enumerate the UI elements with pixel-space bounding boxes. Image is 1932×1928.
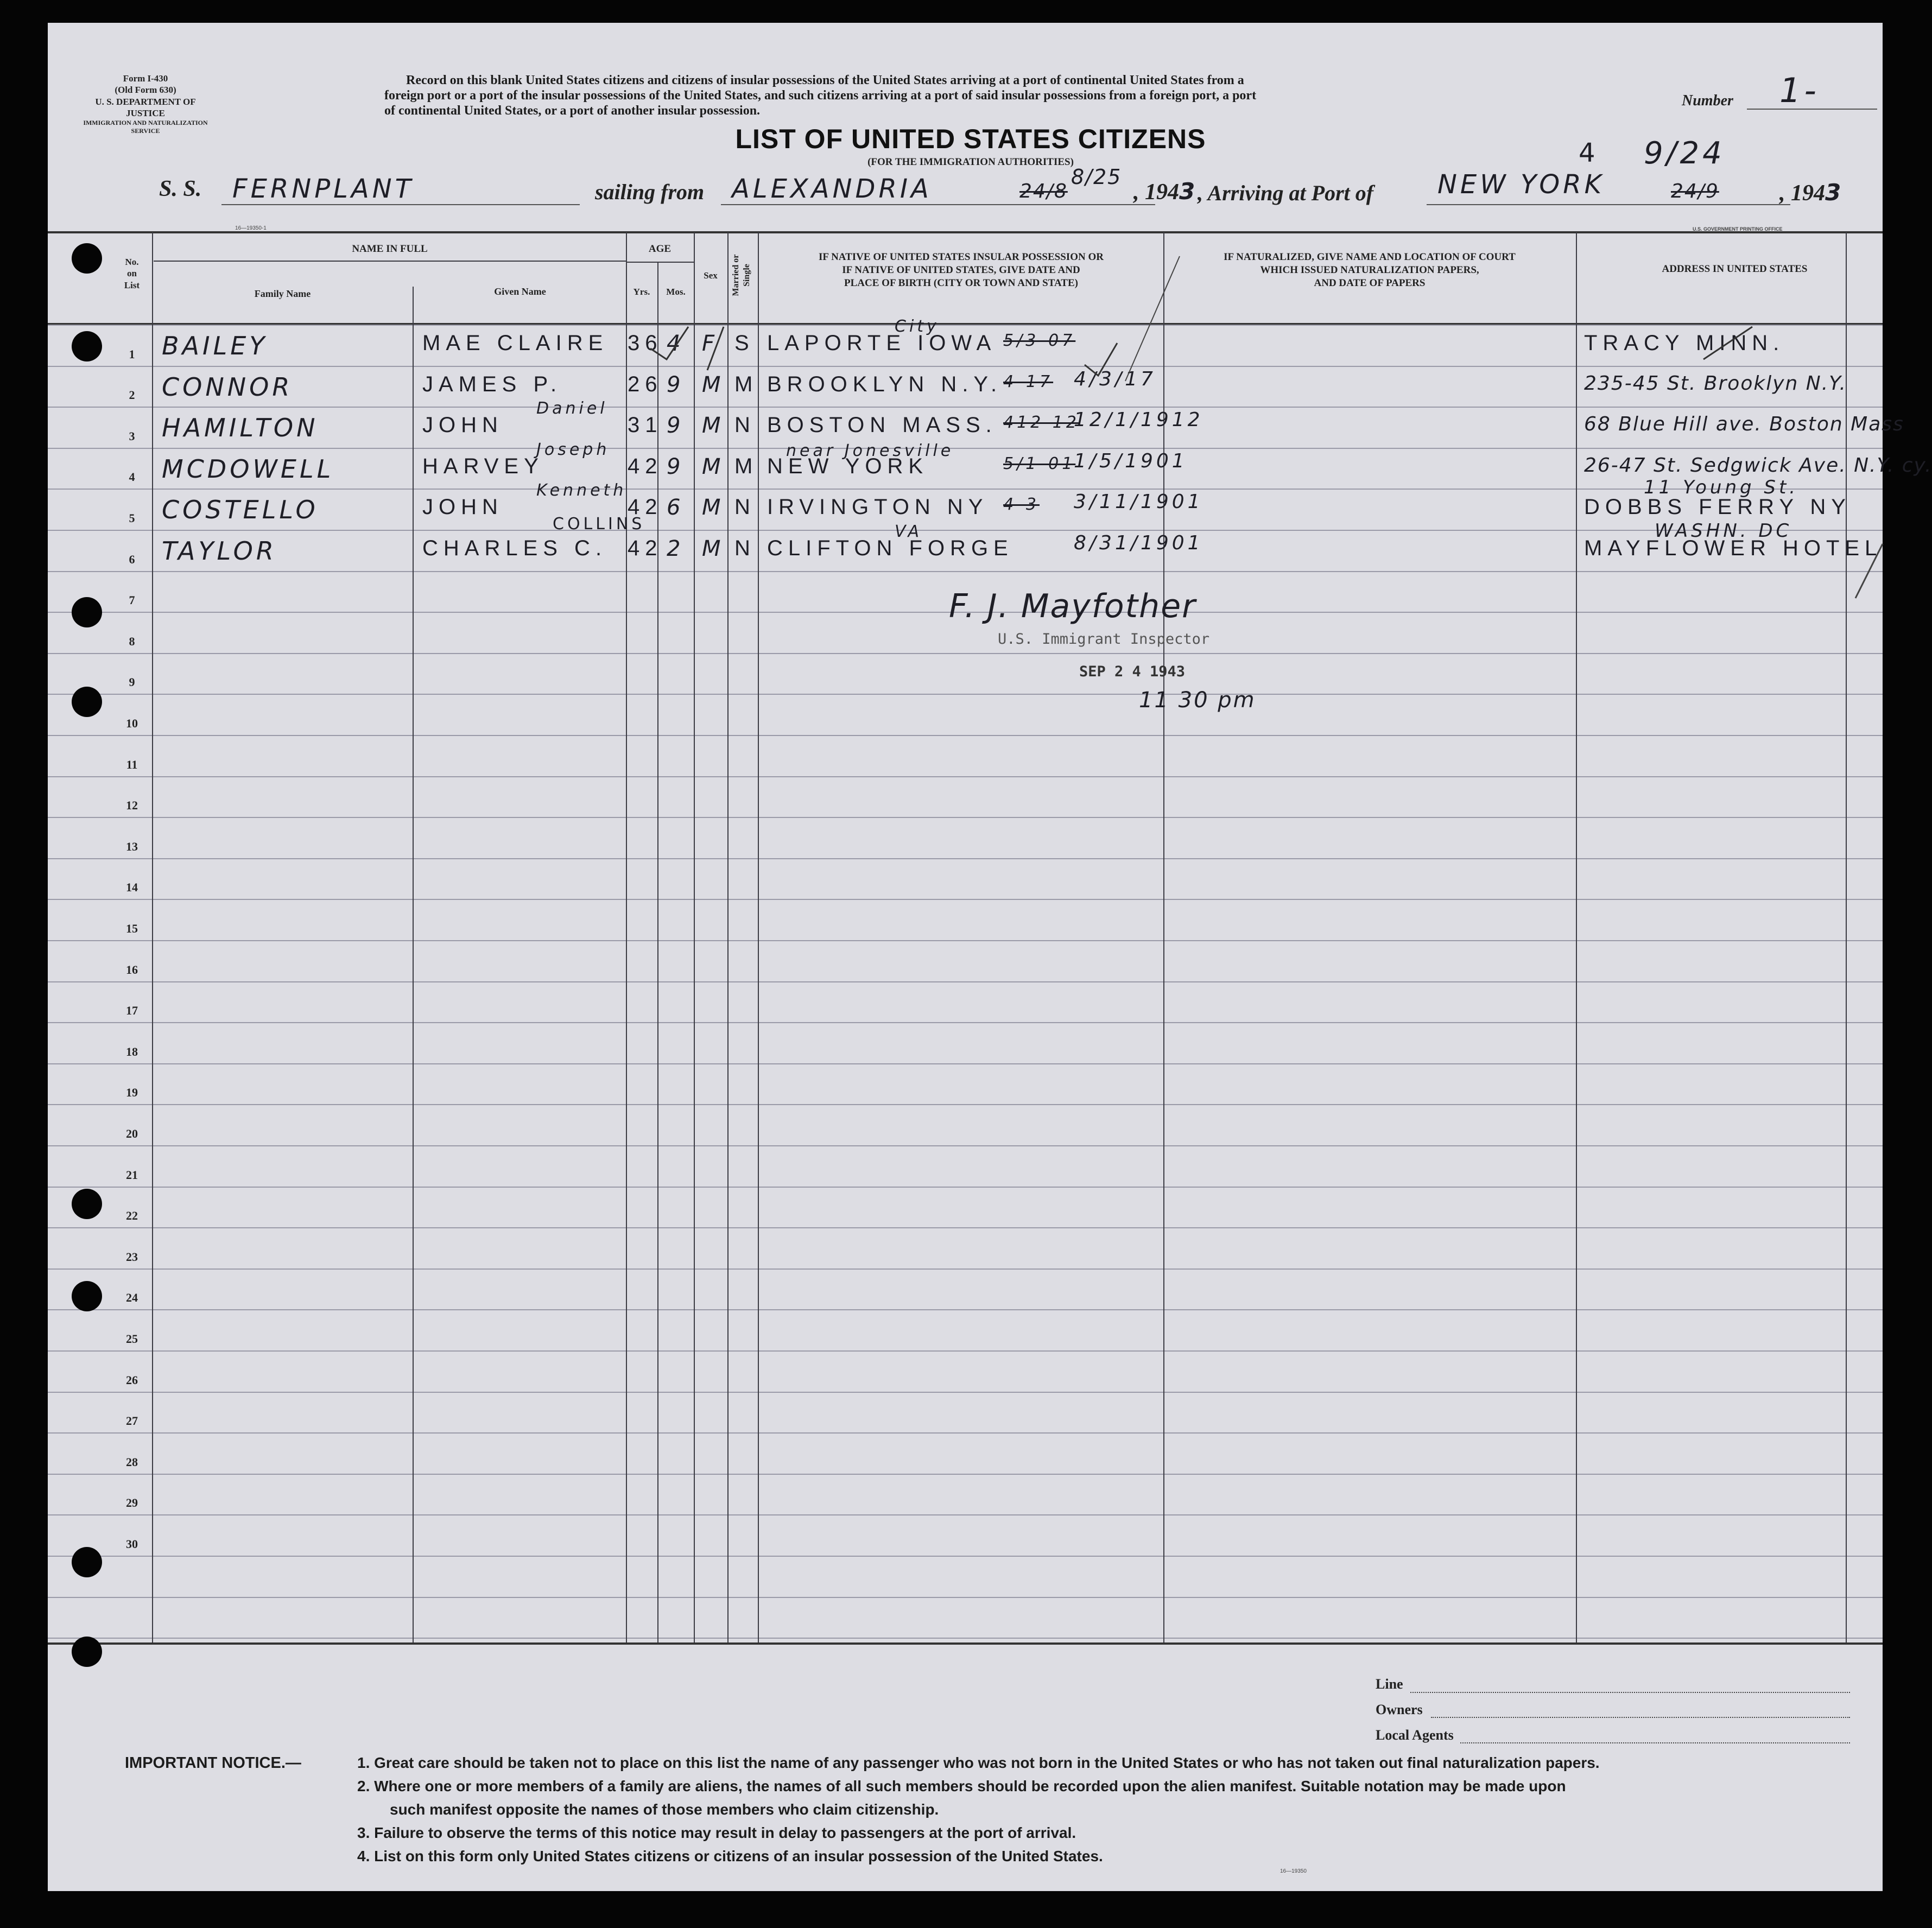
ruled-line [48, 1556, 1883, 1557]
cell-family: BAILEY [162, 331, 268, 360]
cell-birth: BOSTON MASS. [767, 413, 997, 437]
printing-office-credit: U.S. GOVERNMENT PRINTING OFFICE [1693, 226, 1783, 232]
row-number: 2 [129, 388, 135, 402]
row-number: 21 [126, 1168, 138, 1182]
cell-address: TRACY MINN. [1584, 331, 1785, 355]
manifest-sheet [48, 23, 1932, 1891]
header-mos: Mos. [666, 287, 686, 297]
cell-birth: BROOKLYN N.Y. [767, 372, 1003, 396]
cell-birth-add: City [895, 317, 940, 336]
page-title: LIST OF UNITED STATES CITIZENS [735, 124, 1206, 154]
cell-mos: 9 [667, 413, 684, 439]
ruled-line [48, 981, 1883, 982]
ruled-line [48, 858, 1883, 859]
row-number: 10 [126, 716, 138, 730]
header-sex: Sex [704, 270, 718, 281]
cell-birth-add: VA [895, 522, 923, 541]
ruled-line [48, 1227, 1883, 1228]
cell-address: MAYFLOWER HOTEL [1584, 536, 1883, 560]
notice-item-2-continued: such manifest opposite the names of those members who claim citizenship. [390, 1801, 939, 1818]
arrival-year-prefix: , 194 [1779, 181, 1825, 206]
cell-sex: M [702, 413, 724, 439]
row-number: 27 [126, 1414, 138, 1428]
row-number: 16 [126, 962, 138, 976]
cell-family: HAMILTON [162, 413, 319, 443]
cell-address-add: 11 Young St. [1644, 477, 1799, 499]
check-mark-icon [1125, 256, 1180, 381]
header-birth-line: IF NATIVE OF UNITED STATES, GIVE DATE AND [842, 264, 1080, 276]
row-number: 9 [129, 675, 135, 689]
ruled-line [48, 1187, 1883, 1188]
cell-sex: M [702, 454, 724, 479]
binder-hole [72, 1547, 102, 1577]
cell-ms: M [734, 454, 758, 478]
cell-mos: 6 [667, 495, 684, 521]
ruled-line [48, 899, 1883, 900]
cell-given: JOHN [422, 495, 503, 519]
cell-ms: N [734, 495, 756, 519]
cell-birth-struck: 5/1-01 [1003, 454, 1076, 473]
cell-birth-struck: 4-17 [1003, 372, 1054, 391]
cell-yrs: 26 [628, 372, 663, 396]
row-number: 3 [129, 429, 135, 443]
cell-ms: N [734, 536, 756, 560]
table-bottom-border [48, 1642, 1883, 1645]
cell-address: 26-47 St. Sedgwick Ave. N.Y. cy. [1584, 454, 1932, 477]
cell-family: COSTELLO [162, 495, 319, 525]
binder-hole [72, 331, 102, 362]
cell-birth-date: 3/11/1901 [1074, 491, 1203, 513]
cell-sex: F [702, 331, 718, 356]
sailing-year-suffix: 3 [1179, 178, 1195, 205]
ruled-line [48, 940, 1883, 941]
header-age: AGE [648, 243, 672, 255]
ruled-line [48, 1145, 1883, 1146]
row-number: 11 [126, 757, 138, 771]
agents-fill [1460, 1742, 1850, 1743]
header-family-name: Family Name [254, 288, 311, 299]
binder-hole [72, 1189, 102, 1219]
ruled-line [48, 1392, 1883, 1393]
cell-mos: 4 [667, 331, 684, 356]
ruled-line [48, 1104, 1883, 1105]
sailing-label: sailing from [595, 180, 705, 204]
top-note-number: 4 [1579, 138, 1599, 168]
check-mark-icon [650, 327, 688, 359]
cell-birth-add: near Jonesville [786, 441, 954, 460]
form-old-number-line: (Old Form 630) [115, 85, 176, 96]
ruled-line [48, 653, 1883, 654]
cell-yrs: 42 [628, 536, 663, 560]
cell-family: MCDOWELL [162, 454, 334, 484]
cell-birth-date: 12/1/1912 [1074, 409, 1203, 432]
cell-yrs: 42 [628, 495, 663, 519]
ruled-line [48, 1638, 1883, 1639]
arrival-year-suffix: 3 [1825, 179, 1841, 206]
header-no-line: on [127, 268, 137, 279]
cell-birth-date: 4/3/17 [1074, 367, 1156, 390]
row-number: 6 [129, 552, 135, 566]
cell-given: MAE CLAIRE [422, 331, 609, 355]
cell-mos: 9 [667, 372, 684, 397]
ruled-line [48, 1432, 1883, 1434]
top-note-date: 9/24 [1644, 136, 1725, 171]
binder-hole [72, 687, 102, 717]
owners-label: Owners [1376, 1702, 1423, 1717]
binder-hole [72, 597, 102, 627]
cell-given-add: Daniel [536, 399, 608, 418]
cell-yrs: 31 [628, 413, 663, 437]
owners-fill [1431, 1717, 1850, 1718]
cell-sex: M [702, 495, 724, 521]
binder-hole [72, 1281, 102, 1311]
small-form-code: 16—19350-1 [235, 225, 267, 231]
cell-given: CHARLES C. [422, 536, 607, 560]
cell-birth-date: 8/31/1901 [1074, 532, 1203, 554]
instruction-line: foreign port or a port of the insular possessions of the United States, and such citizens arriving at a port of said insular possessions from a foreign port, a port [384, 88, 1257, 103]
struck-arrival-date: 24/9 [1671, 180, 1719, 202]
ruled-line [48, 776, 1883, 777]
page-subtitle: (FOR THE IMMIGRATION AUTHORITIES) [867, 156, 1074, 168]
cell-birth: NEW YORK [767, 454, 929, 478]
cell-given-add: Joseph [536, 440, 610, 459]
check-marks [48, 23, 1883, 620]
row-number: 30 [126, 1537, 138, 1551]
ruled-line [48, 1309, 1883, 1310]
row-number: 12 [126, 798, 138, 813]
ruled-line [48, 694, 1883, 695]
row-number: 5 [129, 511, 135, 525]
form-number-line: Form I-430 [123, 73, 168, 84]
row-number: 19 [126, 1086, 138, 1100]
row-number: 23 [126, 1250, 138, 1264]
row-number: 25 [126, 1332, 138, 1346]
number-label: Number [1682, 92, 1733, 109]
cell-family: CONNOR [162, 372, 293, 402]
cell-mos: 2 [667, 536, 684, 561]
header-yrs: Yrs. [633, 287, 650, 297]
header-birth-line: PLACE OF BIRTH (CITY OR TOWN AND STATE) [844, 277, 1078, 289]
binder-hole [72, 243, 102, 274]
cell-given: JAMES P. [422, 372, 562, 396]
cell-address: 68 Blue Hill ave. Boston Mass [1584, 413, 1904, 436]
cell-given: JOHN [422, 413, 503, 437]
header-name-in-full: NAME IN FULL [352, 243, 428, 255]
cell-address: DOBBS FERRY NY [1584, 495, 1851, 519]
notice-item-4: 4. List on this form only United States citizens or citizens of an insular possession of the United States. [357, 1848, 1103, 1864]
header-no-line: No. [125, 257, 139, 267]
sailing-year-prefix: , 194 [1133, 180, 1179, 205]
cell-mos: 9 [667, 454, 684, 479]
check-mark-icon [1085, 343, 1117, 376]
inspection-date-stamp: SEP 2 4 1943 [1079, 663, 1186, 680]
row-number: 14 [126, 880, 138, 895]
cell-birth-struck: 412 12 [1003, 413, 1080, 433]
row-number: 1 [129, 347, 135, 361]
arriving-label: , Arriving at Port of [1198, 181, 1374, 205]
ruled-line [48, 1474, 1883, 1475]
inspector-title-stamp: U.S. Immigrant Inspector [998, 631, 1210, 648]
number-value: 1- [1779, 71, 1820, 110]
check-mark-icon [1855, 544, 1883, 598]
cell-birth-struck: 4-3 [1003, 495, 1040, 515]
ship-name: FERNPLANT [232, 174, 414, 204]
row-number: 17 [126, 1004, 138, 1018]
bottom-form-code: 16—19350 [1280, 1868, 1307, 1874]
ss-label: S. S. [159, 176, 202, 201]
cell-given: HARVEY [422, 454, 544, 478]
cell-ms: S [734, 331, 755, 355]
sailing-date: 8/25 [1071, 165, 1122, 189]
ruled-line [48, 1022, 1883, 1023]
inspection-time: 11 30 pm [1139, 688, 1256, 713]
cell-sex: M [702, 536, 724, 561]
cell-yrs: 42 [628, 454, 663, 478]
header-given-name: Given Name [494, 286, 546, 297]
header-single: Single [742, 264, 751, 287]
ruled-line [48, 1269, 1883, 1270]
line-label: Line [1376, 1676, 1403, 1692]
row-number: 4 [129, 470, 135, 484]
row-number: 15 [126, 922, 138, 935]
line-fill [1410, 1692, 1850, 1693]
check-mark-icon [707, 327, 724, 370]
ruled-line [48, 1514, 1883, 1515]
cell-yrs: 36 [628, 331, 663, 355]
department-line: U. S. DEPARTMENT OF JUSTICE [95, 96, 196, 118]
port-to: NEW YORK [1437, 169, 1605, 200]
row-number: 26 [126, 1373, 138, 1387]
cell-sex: M [702, 372, 724, 397]
cell-given-add: Kenneth [536, 481, 627, 500]
cell-given-add: COLLINS [553, 515, 645, 534]
inspector-signature: F. J. Mayfother [949, 587, 1196, 625]
cell-address-add: WASHN. DC [1655, 520, 1792, 542]
struck-sailing-date: 24/8 [1019, 180, 1068, 202]
row-number: 24 [126, 1291, 138, 1305]
row-number: 20 [126, 1127, 138, 1140]
ruled-line [48, 817, 1883, 818]
ruled-line [48, 1597, 1883, 1598]
row-number: 18 [126, 1044, 138, 1058]
header-naturalized-line: AND DATE OF PAPERS [1314, 277, 1426, 289]
ruled-line [48, 735, 1883, 736]
service-line: IMMIGRATION AND NATURALIZATION SERVICE [83, 119, 208, 135]
binder-hole [72, 1637, 102, 1667]
port-from: ALEXANDRIA [732, 174, 932, 204]
instruction-line: Record on this blank United States citizens and citizens of insular possessions of the United States arriving at a port of continental United States from a [406, 73, 1244, 87]
header-naturalized-line: WHICH ISSUED NATURALIZATION PAPERS, [1260, 264, 1479, 276]
row-number: 29 [126, 1496, 138, 1510]
instruction-line: of continental United States, or a port of another insular possession. [384, 104, 761, 118]
cell-ms: N [734, 413, 756, 437]
header-naturalized-line: IF NATURALIZED, GIVE NAME AND LOCATION OF COURT [1224, 251, 1516, 263]
row-number: 22 [126, 1209, 138, 1223]
row-number: 13 [126, 839, 138, 853]
notice-item-2: 2. Where one or more members of a family are aliens, the names of all such members should be recorded upon the alien manifest. Suitable notation may be made upon [357, 1778, 1566, 1794]
row-number: 8 [129, 634, 135, 648]
check-mark-icon [1703, 327, 1752, 359]
cell-birth: LAPORTE IOWA [767, 331, 997, 355]
cell-birth-struck: 5/3-07 [1003, 331, 1076, 350]
ruled-line [48, 1063, 1883, 1064]
notice-title: IMPORTANT NOTICE.— [125, 1754, 301, 1772]
header-married: Married or [731, 254, 740, 296]
cell-birth-date: 1/5/1901 [1074, 449, 1188, 472]
ruled-line [48, 1350, 1883, 1352]
row-number: 28 [126, 1455, 138, 1469]
cell-birth: IRVINGTON NY [767, 495, 989, 519]
cell-ms: M [734, 372, 758, 396]
cell-address: 235-45 St. Brooklyn N.Y. [1584, 372, 1847, 395]
row-number: 7 [129, 593, 135, 607]
agents-label: Local Agents [1376, 1727, 1454, 1743]
header-address: ADDRESS IN UNITED STATES [1662, 263, 1808, 275]
notice-item-1: 1. Great care should be taken not to place on this list the name of any passenger who was not born in the United States or who has not taken out final naturalization papers. [357, 1754, 1600, 1771]
header-no-line: List [124, 280, 140, 290]
cell-birth: CLIFTON FORGE [767, 536, 1013, 560]
header-birth-line: IF NATIVE OF UNITED STATES INSULAR POSSESSION OR [819, 251, 1104, 263]
cell-family: TAYLOR [162, 536, 277, 566]
notice-item-3: 3. Failure to observe the terms of this notice may result in delay to passengers at the port of arrival. [357, 1824, 1076, 1841]
